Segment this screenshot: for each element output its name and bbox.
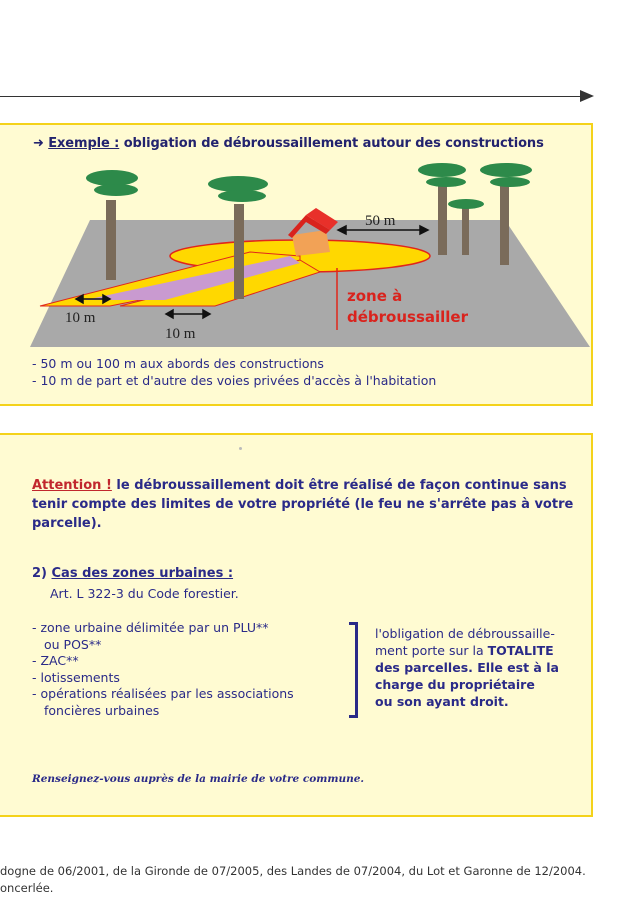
zone-label-line2: débroussailler xyxy=(347,308,469,326)
distance-label-10m-a: 10 m xyxy=(65,310,96,326)
bracket-divider xyxy=(349,622,358,718)
clearing-diagram xyxy=(0,160,593,360)
footer-line: dogne de 06/2001, de la Gironde de 07/2005, des Landes de 07/2004, du Lot et Garonne de 12/2004. xyxy=(0,864,586,878)
obligation-text xyxy=(375,625,585,710)
example-lead: Exemple : xyxy=(48,136,120,151)
attention-text: le débroussaillement doit être réalisé de façon continue sans tenir compte des limites de votre propriété (le feu ne s'arrête pas à votre parcelle). xyxy=(32,478,574,531)
mairie-note: Renseignez-vous auprès de la mairie de votre commune. xyxy=(32,773,365,785)
list-item-continuation: ou POS** xyxy=(44,636,102,652)
list-item-continuation: foncières urbaines xyxy=(44,702,160,718)
footer-line: oncerlée. xyxy=(0,881,54,895)
obligation-line xyxy=(375,676,585,693)
top-rule xyxy=(0,96,586,97)
zone-label-line1: zone à xyxy=(347,287,403,305)
zones-list xyxy=(32,620,294,719)
section-number: 2) xyxy=(32,566,52,581)
list-item: - 50 m ou 100 m aux abords des constructions xyxy=(32,356,324,371)
obligation-line: l'obligation de débroussaille- xyxy=(375,626,555,641)
distance-label-10m-b: 10 m xyxy=(165,326,196,342)
section-title xyxy=(32,566,233,581)
list-item: - lotissements xyxy=(32,669,120,685)
obligation-emphasis: des parcelles. Elle est à la xyxy=(375,660,559,675)
speck xyxy=(239,447,242,450)
arrow-right-icon: ➜ xyxy=(33,136,49,151)
list-item: - opérations réalisées par les associations xyxy=(32,686,294,701)
obligation-line xyxy=(375,693,585,710)
footer-sources xyxy=(0,863,586,897)
example-title-text: obligation de débroussaillement autour des constructions xyxy=(119,136,544,151)
example-bullets xyxy=(32,355,436,389)
obligation-line xyxy=(375,642,585,659)
list-item: - zone urbaine délimitée par un PLU** xyxy=(32,620,269,635)
list-item: - 10 m de part et d'autre des voies privées d'accès à l'habitation xyxy=(32,373,437,388)
distance-label-50m: 50 m xyxy=(365,213,396,229)
obligation-text-part: ment porte sur la xyxy=(375,643,488,658)
attention-lead: Attention ! xyxy=(32,478,112,493)
obligation-emphasis: TOTALITE xyxy=(487,643,554,658)
obligation-emphasis: ou son ayant droit. xyxy=(375,694,509,709)
section-title-text: Cas des zones urbaines : xyxy=(51,566,234,581)
obligation-emphasis: charge du propriétaire xyxy=(375,677,535,692)
article-reference: Art. L 322-3 du Code forestier. xyxy=(50,586,239,601)
list-item: - ZAC** xyxy=(32,653,79,668)
example-title xyxy=(33,136,544,151)
obligation-line xyxy=(375,659,585,676)
attention-paragraph xyxy=(32,476,582,533)
arrow-right-icon xyxy=(580,90,594,102)
